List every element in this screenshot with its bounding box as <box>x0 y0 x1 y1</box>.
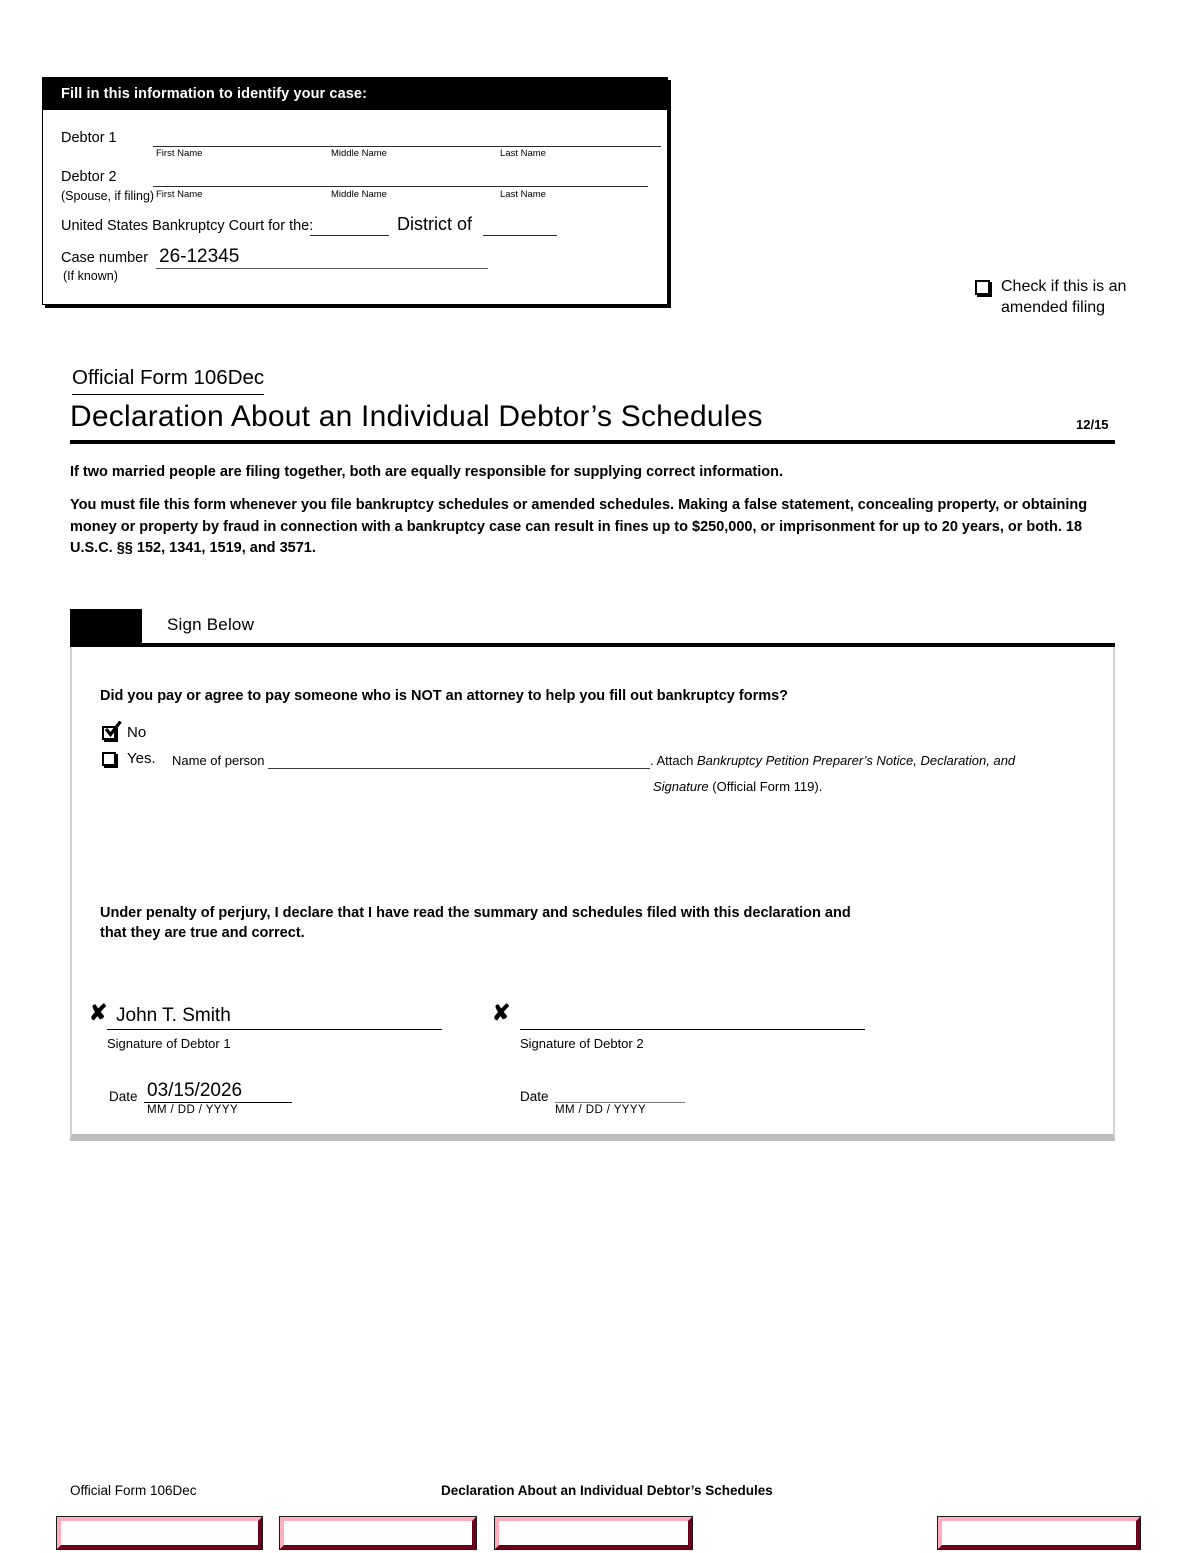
debtor1-label: Debtor 1 <box>61 130 117 146</box>
debtor2-first-name-label: First Name <box>156 189 203 200</box>
section-header <box>70 609 1115 643</box>
signature-line-debtor2[interactable] <box>520 1029 865 1030</box>
attach-italic-text: Bankruptcy Petition Preparer’s Notice, Declaration, and <box>696 753 1016 768</box>
form-revision-date: 12/15 <box>1076 417 1109 432</box>
preparer-yes-label: Yes. <box>127 750 156 767</box>
court-label: United States Bankruptcy Court for the: <box>61 218 314 234</box>
debtor2-sublabel: (Spouse, if filing) <box>61 189 155 203</box>
footer-form-title: Declaration About an Individual Debtor’s Schedules <box>441 1483 773 1498</box>
signature-x-mark-debtor2: ✘ <box>492 1000 511 1025</box>
pdf-action-button-1[interactable] <box>57 1517 262 1549</box>
pdf-action-button-3[interactable] <box>495 1517 692 1549</box>
pdf-action-button-4[interactable] <box>938 1517 1140 1549</box>
identify-case-header: Fill in this information to identify your case: <box>43 78 667 110</box>
date-label-debtor2: Date <box>520 1089 549 1104</box>
attach-instruction-line1 <box>650 753 1015 768</box>
signature-caption-debtor2: Signature of Debtor 2 <box>520 1036 644 1051</box>
signature-value-debtor1[interactable]: John T. Smith <box>116 1005 231 1026</box>
name-of-person-input-line[interactable] <box>268 768 650 769</box>
intro-paragraph-1: If two married people are filing together, both are equally responsible for supplying correct information. <box>70 464 784 480</box>
signature-caption-debtor1: Signature of Debtor 1 <box>107 1036 231 1051</box>
perjury-line-2: that they are true and correct. <box>100 925 305 941</box>
amended-filing-label: Check if this is an amended filing <box>1001 278 1127 316</box>
section-title: Sign Below <box>167 615 255 634</box>
court-district-prefix-line[interactable] <box>310 235 389 236</box>
case-number-label: Case number <box>61 250 149 266</box>
date-line-debtor1[interactable] <box>144 1102 292 1103</box>
debtor1-first-name-label: First Name <box>156 148 203 159</box>
title-divider <box>70 440 1115 444</box>
case-number-line[interactable] <box>156 268 488 269</box>
footer-form-number: Official Form 106Dec <box>70 1483 197 1498</box>
amended-filing-checkbox[interactable] <box>975 280 990 295</box>
attach-suffix-text: (Official Form 119). <box>708 779 823 794</box>
preparer-no-checkbox[interactable] <box>102 726 116 740</box>
preparer-no-label: No <box>127 724 147 741</box>
debtor2-middle-name-label: Middle Name <box>331 189 387 200</box>
debtor1-last-name-label: Last Name <box>500 148 546 159</box>
checkmark-icon <box>104 721 122 738</box>
page-title: Declaration About an Individual Debtor’s Schedules <box>70 400 763 433</box>
preparer-question: Did you pay or agree to pay someone who is NOT an attorney to help you fill out bankruptcy forms? <box>100 688 789 704</box>
date-label-debtor1: Date <box>109 1089 138 1104</box>
name-of-person-label: Name of person <box>172 753 265 768</box>
debtor2-last-name-label: Last Name <box>500 189 546 200</box>
debtor2-label: Debtor 2 <box>61 169 117 185</box>
intro-paragraph-2: You must file this form whenever you file bankruptcy schedules or amended schedules. Making a false statement, concealing property, or obtaining money or property by fraud in connection with a bankruptcy case can result in fines up to $250,000, or imprisonment for up to 20 years, or both. 18 U.S.C. §§ 152, 1341, 1519, and 3571. <box>70 497 1088 556</box>
case-number-sublabel: (If known) <box>63 269 118 283</box>
form-number: Official Form 106Dec <box>72 366 264 395</box>
case-number-value[interactable]: 26-12345 <box>159 246 240 267</box>
date-line-debtor2[interactable] <box>555 1102 685 1103</box>
debtor2-name-line[interactable] <box>153 186 648 187</box>
attach-italic-text-2: Signature <box>653 779 709 794</box>
attach-instruction-line2 <box>653 779 822 794</box>
debtor1-name-line[interactable] <box>153 146 661 147</box>
section-divider <box>70 643 1115 647</box>
attach-prefix-text: . Attach <box>650 753 697 768</box>
perjury-line-1: Under penalty of perjury, I declare that I have read the summary and schedules filed with this declaration and <box>100 905 851 921</box>
identify-case-box <box>42 77 668 305</box>
court-district-name-line[interactable] <box>483 235 557 236</box>
date-value-debtor1[interactable]: 03/15/2026 <box>147 1080 243 1101</box>
pdf-action-button-2[interactable] <box>280 1517 476 1549</box>
signature-line-debtor1[interactable] <box>107 1029 442 1030</box>
signature-x-mark-debtor1: ✘ <box>89 1000 108 1025</box>
debtor1-middle-name-label: Middle Name <box>331 148 387 159</box>
date-format-hint-debtor1: MM / DD / YYYY <box>147 1104 239 1116</box>
section-number-badge <box>70 609 142 643</box>
sign-below-panel <box>70 647 1115 1141</box>
date-format-hint-debtor2: MM / DD / YYYY <box>555 1104 647 1116</box>
preparer-yes-checkbox[interactable] <box>102 752 116 766</box>
district-of-label: District of <box>397 214 473 234</box>
